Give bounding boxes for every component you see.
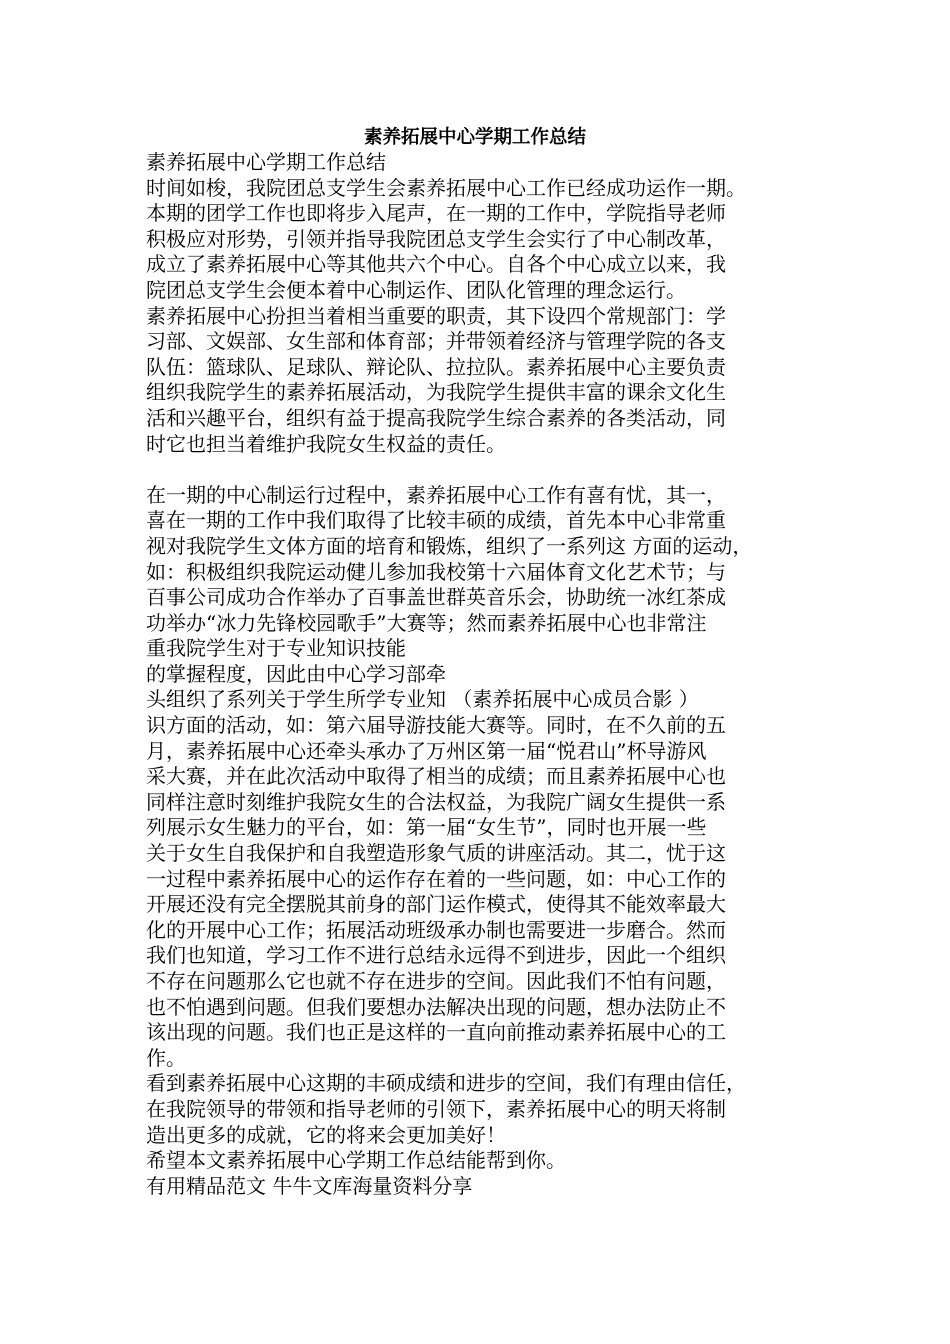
text-line: 也不怕遇到问题。但我们要想办法解决出现的问题，想办法防止不: [146, 994, 726, 1019]
blank-line: [146, 457, 836, 483]
text-line: 活和兴趣平台，组织有益于提高我院学生综合素养的各类活动，同: [146, 405, 726, 430]
text-line: 同样注意时刻维护我院女生的合法权益，为我院广阔女生提供一系: [146, 789, 726, 814]
text-line: 时它也担当着维护我院女生权益的责任。: [146, 431, 506, 456]
text-line: 作。: [146, 1045, 186, 1070]
text-line: 本期的团学工作也即将步入尾声，在一期的工作中，学院指导老师: [146, 201, 726, 226]
text-line: 积极应对形势，引领并指导我院团总支学生会实行了中心制改革，: [146, 226, 726, 251]
text-line: 功举办“冰力先锋校园歌手”大赛等；然而素养拓展中心也非常注: [146, 610, 707, 635]
text-line: 素养拓展中心学期工作总结: [146, 150, 386, 174]
text-line: 在一期的中心制运行过程中，素养拓展中心工作有喜有忧，其一，: [146, 482, 726, 507]
text-line: 时间如梭，我院团总支学生会素养拓展中心工作已经成功运作一期。: [146, 175, 746, 200]
text-line: 关于女生自我保护和自我塑造形象气质的讲座活动。其二，忧于这: [146, 841, 726, 866]
text-line: 视对我院学生文体方面的培育和锻炼，组织了一系列这 方面的运动，: [146, 533, 753, 558]
text-line: 希望本文素养拓展中心学期工作总结能帮到你。: [146, 1148, 566, 1173]
text-line: 成立了素养拓展中心等其他共六个中心。自各个中心成立以来，我: [146, 252, 726, 277]
text-line: 列展示女生魅力的平台，如：第一届“女生节”，同时也开展一些: [146, 815, 707, 840]
text-line: 队伍：篮球队、足球队、辩论队、拉拉队。素养拓展中心主要负责: [146, 354, 726, 379]
text-line: 素养拓展中心扮担当着相当重要的职责，其下设四个常规部门：学: [146, 303, 726, 328]
text-line: 一过程中素养拓展中心的运作存在着的一些问题，如：中心工作的: [146, 866, 726, 891]
document-body: [146, 150, 836, 1199]
text-line: 的掌握程度，因此由中心学习部牵: [146, 661, 446, 686]
text-line: 采大赛，并在此次活动中取得了相当的成绩；而且素养拓展中心也: [146, 764, 726, 789]
text-line: 喜在一期的工作中我们取得了比较丰硕的成绩，首先本中心非常重: [146, 508, 726, 533]
text-line: 百事公司成功合作举办了百事盖世群英音乐会，协助统一冰红茶成: [146, 585, 726, 610]
document-title: 素养拓展中心学期工作总结: [363, 127, 586, 148]
text-line: 重我院学生对于专业知识技能: [146, 636, 406, 661]
text-line: 开展还没有完全摆脱其前身的部门运作模式，使得其不能效率最大: [146, 892, 726, 917]
text-line: 头组织了系列关于学生所学专业知 （素养拓展中心成员合影 ）: [146, 687, 699, 712]
text-line: 识方面的活动，如：第六届导游技能大赛等。同时，在不久前的五: [146, 713, 726, 738]
text-line: 不存在问题那么它也就不存在进步的空间。因此我们不怕有问题，: [146, 969, 726, 993]
text-line: 化的开展中心工作；拓展活动班级承办制也需要进一步磨合。然而: [146, 917, 726, 942]
text-line: 该出现的问题。我们也正是这样的一直向前推动素养拓展中心的工: [146, 1020, 726, 1045]
text-line: 我们也知道，学习工作不进行总结永远得不到进步，因此一个组织: [146, 943, 726, 968]
text-line: 习部、文娱部、女生部和体育部；并带领着经济与管理学院的各支: [146, 329, 726, 354]
text-line: 有用精品范文 牛牛文库海量资料分享: [146, 1173, 473, 1198]
text-line: 如：积极组织我院运动健儿参加我校第十六届体育文化艺术节；与: [146, 559, 726, 584]
text-line: 月，素养拓展中心还牵头承办了万州区第一届“悦君山”杯导游风: [146, 738, 707, 763]
text-line: 造出更多的成就，它的将来会更加美好！: [146, 1122, 506, 1147]
text-line: 组织我院学生的素养拓展活动，为我院学生提供丰富的课余文化生: [146, 380, 726, 405]
text-line: 院团总支学生会便本着中心制运作、团队化管理的理念运行。: [146, 277, 686, 302]
text-line: 在我院领导的带领和指导老师的引领下，素养拓展中心的明天将制: [146, 1096, 726, 1121]
text-line: 看到素养拓展中心这期的丰硕成绩和进步的空间，我们有理由信任，: [146, 1071, 746, 1096]
